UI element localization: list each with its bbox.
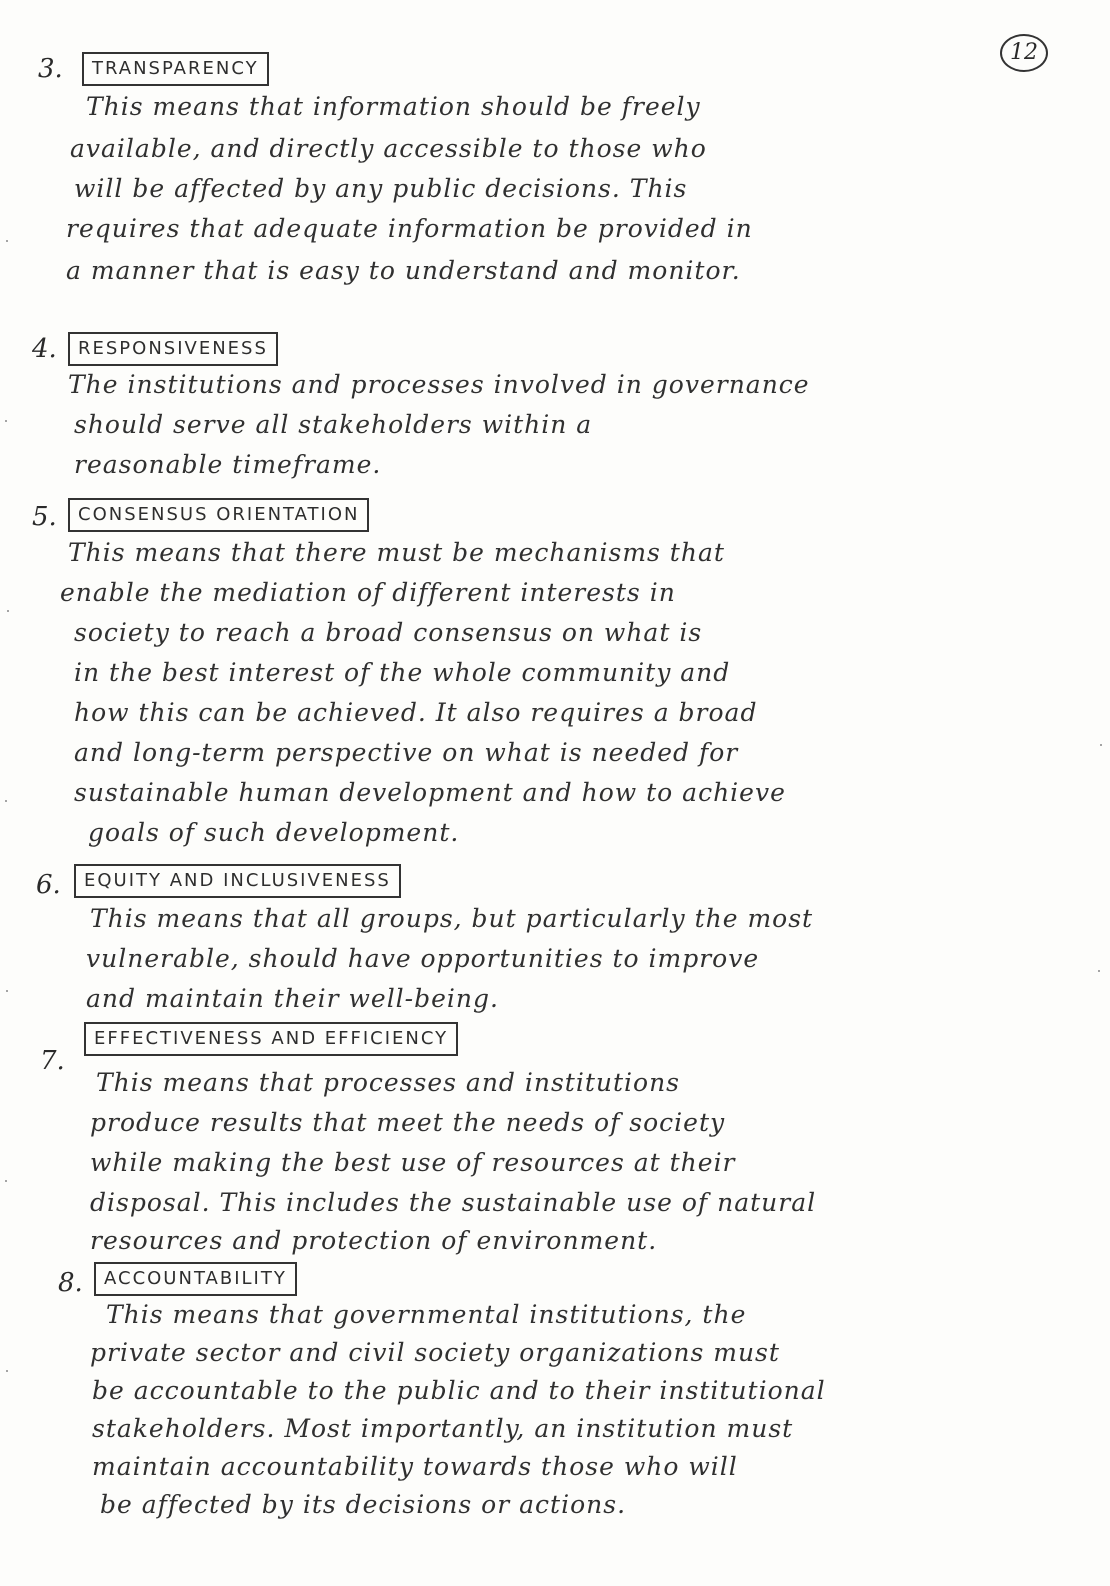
text-line: resources and protection of environment.	[90, 1226, 658, 1255]
text-line: This means that all groups, but particularly the most	[90, 904, 814, 933]
scan-speck	[6, 240, 8, 242]
section-heading: EFFECTIVENESS AND EFFICIENCY	[84, 1022, 458, 1056]
text-line: and maintain their well-being.	[86, 984, 499, 1013]
section-heading: RESPONSIVENESS	[68, 332, 278, 366]
text-line: produce results that meet the needs of society	[90, 1108, 726, 1137]
text-line: maintain accountability towards those who will	[92, 1452, 738, 1481]
section-heading: TRANSPARENCY	[82, 52, 269, 86]
text-line: This means that there must be mechanisms that	[68, 538, 725, 567]
page-number: 12	[1000, 34, 1048, 72]
scan-speck	[5, 800, 7, 802]
text-line: private sector and civil society organizations must	[90, 1338, 780, 1367]
scan-speck	[6, 990, 8, 992]
text-line: stakeholders. Most importantly, an institution must	[92, 1414, 794, 1443]
text-line: This means that processes and institutions	[96, 1068, 681, 1097]
section-heading: EQUITY AND INCLUSIVENESS	[74, 864, 401, 898]
scan-speck	[1100, 744, 1102, 746]
text-line: be affected by its decisions or actions.	[100, 1490, 627, 1519]
text-line: should serve all stakeholders within a	[74, 410, 593, 439]
scan-speck	[7, 610, 9, 612]
scan-speck	[6, 1370, 8, 1372]
text-line: requires that adequate information be provided in	[66, 214, 753, 243]
scan-speck	[1098, 970, 1100, 972]
text-line: reasonable timeframe.	[74, 450, 382, 479]
text-line: a manner that is easy to understand and monitor.	[66, 256, 741, 285]
section-number: 3.	[38, 54, 63, 84]
text-line: This means that information should be freely	[86, 92, 701, 121]
section-heading: ACCOUNTABILITY	[94, 1262, 297, 1296]
text-line: society to reach a broad consensus on what is	[74, 618, 703, 647]
text-line: while making the best use of resources at their	[90, 1148, 736, 1177]
text-line: and long-term perspective on what is needed for	[74, 738, 739, 767]
section-number: 4.	[32, 334, 57, 364]
text-line: The institutions and processes involved in governance	[68, 370, 810, 399]
text-line: enable the mediation of different interests in	[60, 578, 676, 607]
text-line: This means that governmental institutions, the	[106, 1300, 747, 1329]
section-number: 7.	[40, 1046, 65, 1076]
text-line: how this can be achieved. It also requires a broad	[74, 698, 758, 727]
scan-speck	[5, 1180, 7, 1182]
text-line: available, and directly accessible to those who	[70, 134, 707, 163]
text-line: goals of such development.	[88, 818, 460, 847]
section-number: 6.	[36, 870, 61, 900]
text-line: be accountable to the public and to their institutional	[92, 1376, 826, 1405]
section-number: 5.	[32, 502, 57, 532]
text-line: in the best interest of the whole community and	[74, 658, 731, 687]
text-line: will be affected by any public decisions. This	[74, 174, 688, 203]
scan-speck	[5, 420, 7, 422]
text-line: sustainable human development and how to achieve	[74, 778, 786, 807]
section-heading: CONSENSUS ORIENTATION	[68, 498, 369, 532]
text-line: vulnerable, should have opportunities to improve	[86, 944, 760, 973]
section-number: 8.	[58, 1268, 83, 1298]
text-line: disposal. This includes the sustainable use of natural	[90, 1188, 817, 1217]
